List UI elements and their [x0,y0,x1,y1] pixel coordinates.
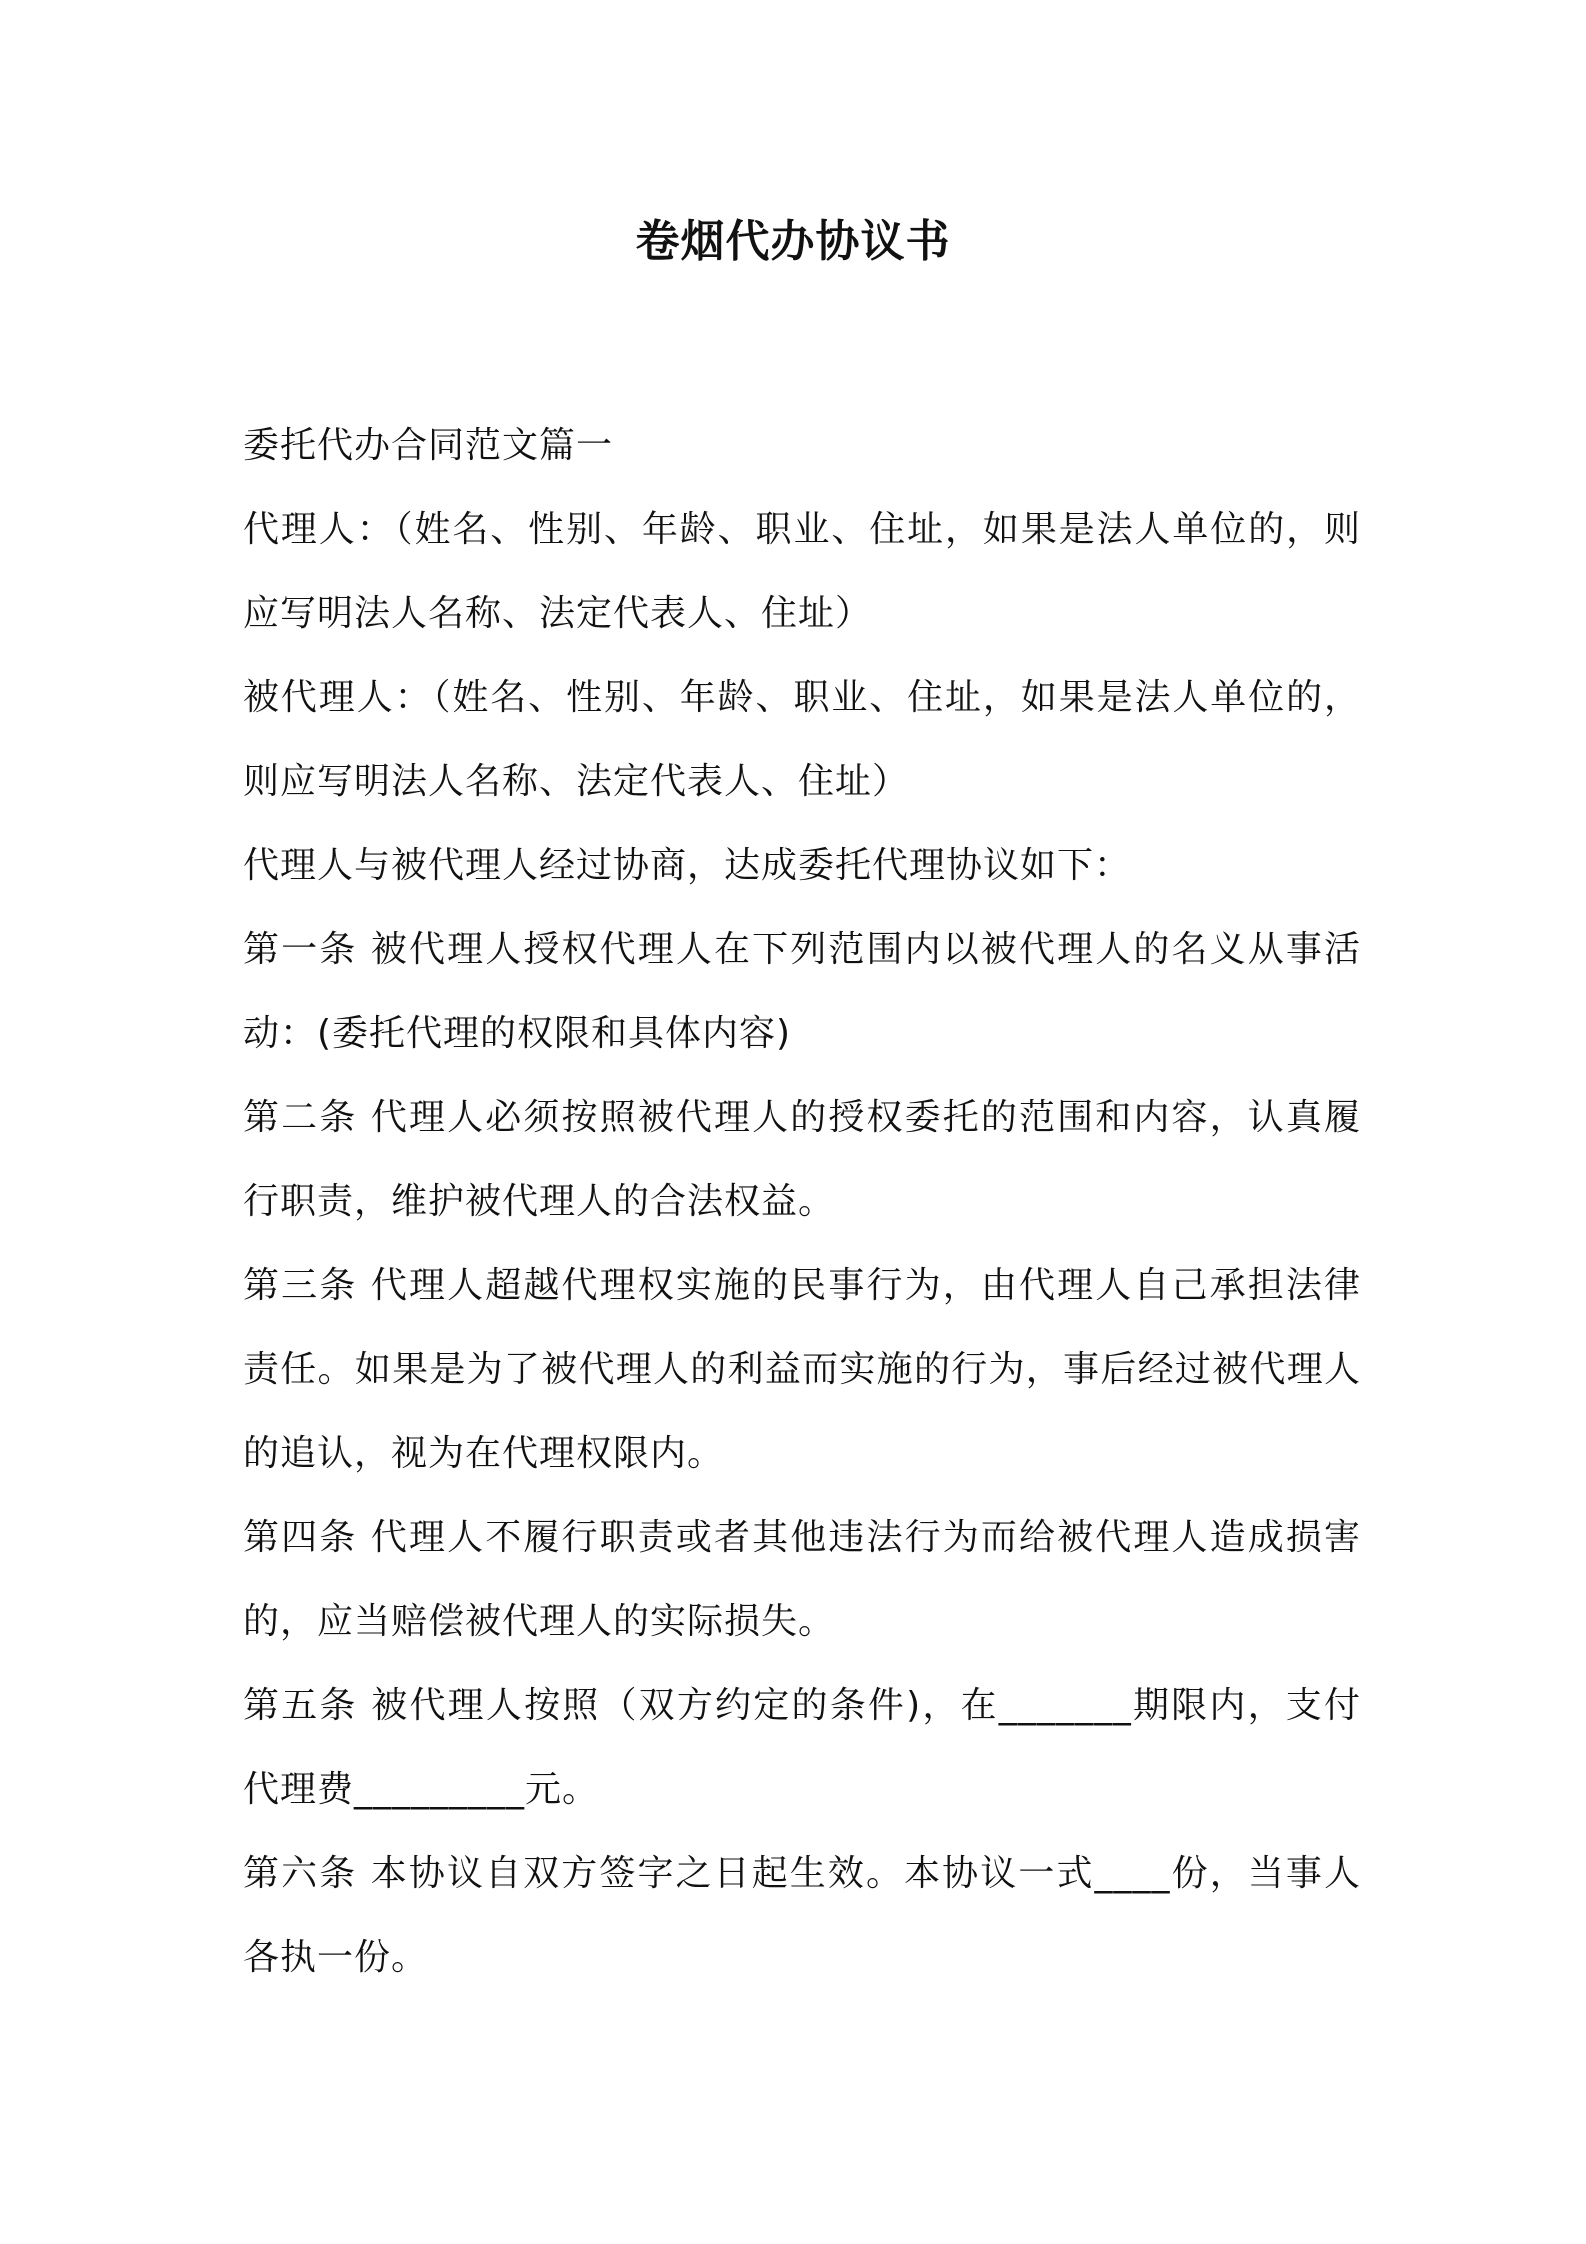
article-5-paragraph: 第五条 被代理人按照（双方约定的条件)，在_______期限内，支付代理费_________元。 [243,1685,1361,1810]
principal-info-paragraph: 被代理人：（姓名、性别、年龄、职业、住址，如果是法人单位的，则应写明法人名称、法定代表人、住址） [243,677,1361,802]
article-6-paragraph: 第六条 本协议自双方签字之日起生效。本协议一式____份，当事人各执一份。 [243,1853,1361,1978]
article-4-paragraph: 第四条 代理人不履行职责或者其他违法行为而给被代理人造成损害的，应当赔偿被代理人的实际损失。 [243,1517,1361,1642]
article-1-paragraph: 第一条 被代理人授权代理人在下列范围内以被代理人的名义从事活动：(委托代理的权限和具体内容) [243,929,1361,1054]
article-3-paragraph: 第三条 代理人超越代理权实施的民事行为，由代理人自己承担法律责任。如果是为了被代理人的利益而实施的行为，事后经过被代理人的追认，视为在代理权限内。 [243,1265,1361,1474]
agreement-intro-paragraph: 代理人与被代理人经过协商，达成委托代理协议如下： [243,845,1132,886]
agent-info-paragraph: 代理人：（姓名、性别、年龄、职业、住址，如果是法人单位的，则应写明法人名称、法定代表人、住址） [243,509,1361,634]
article-2-paragraph: 第二条 代理人必须按照被代理人的授权委托的范围和内容，认真履行职责，维护被代理人的合法权益。 [243,1097,1361,1222]
document-body [243,404,1361,2000]
document-title: 卷烟代办协议书 [635,216,951,267]
section-heading: 委托代办合同范文篇一 [243,425,614,466]
